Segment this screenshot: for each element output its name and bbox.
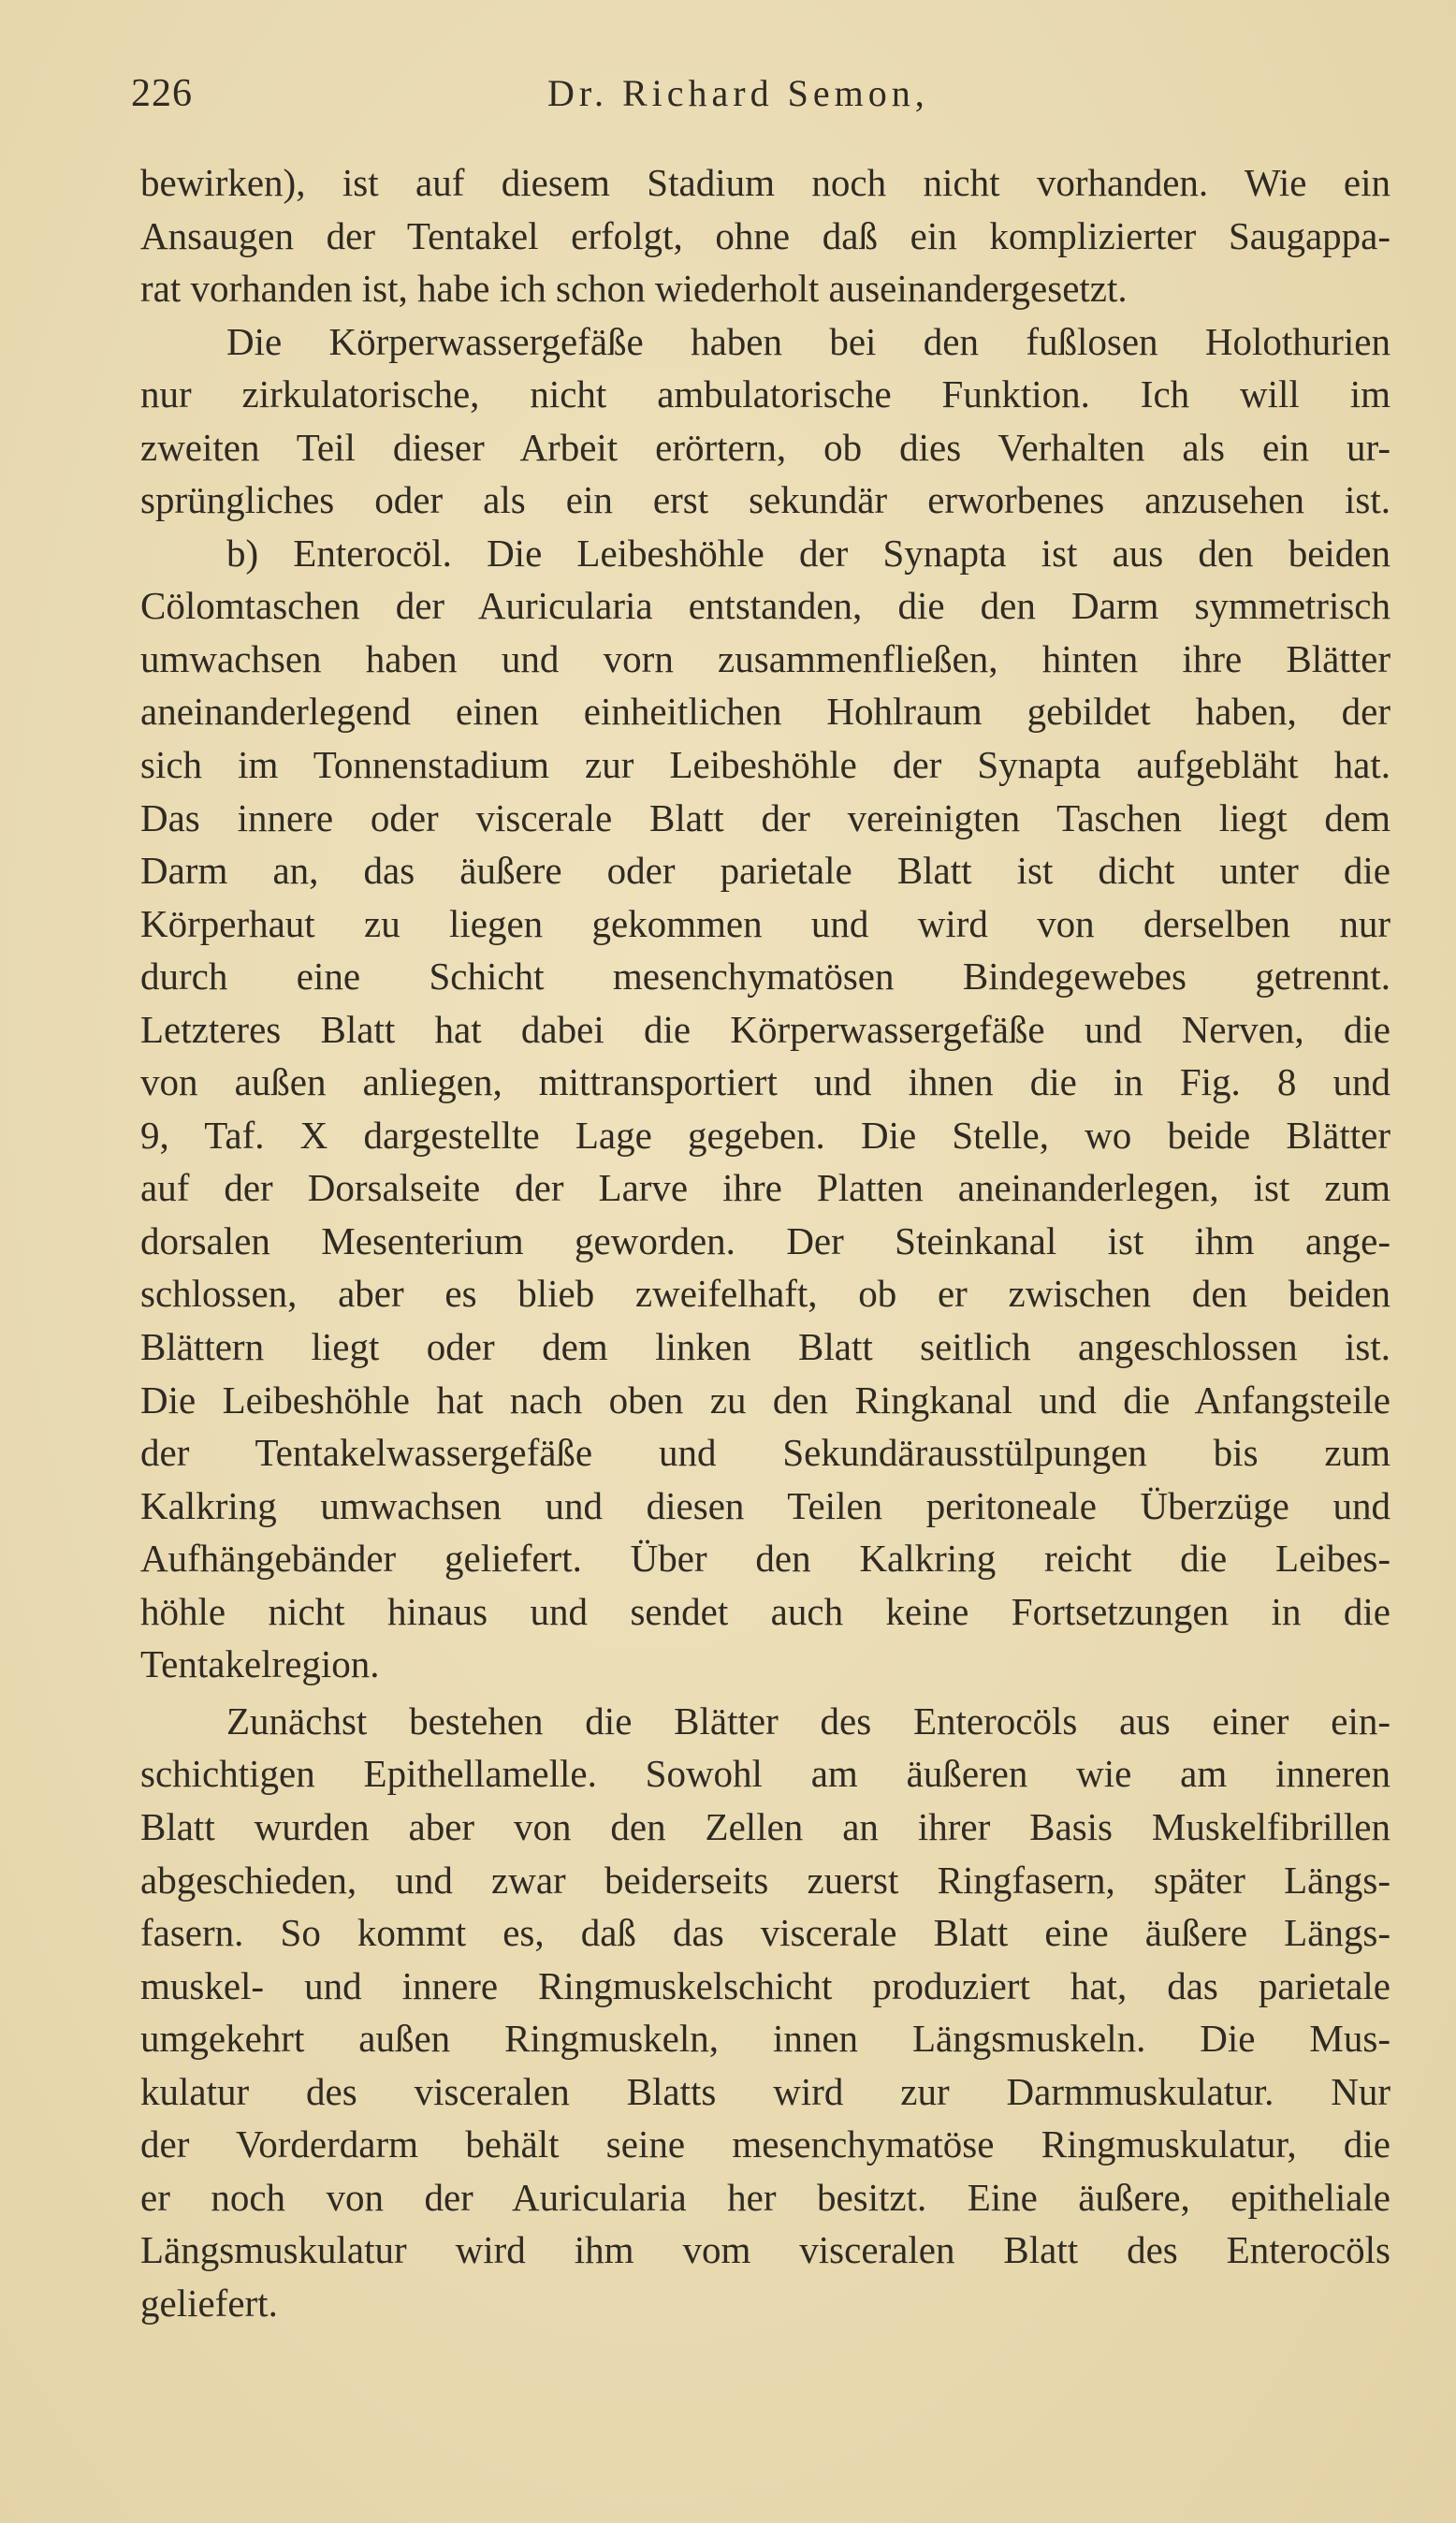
text-line: er noch von der Auricularia her besitzt. Eine äußere, epitheliale [140, 2175, 1390, 2219]
text-line: von außen anliegen, mittransportiert und ihnen die in Fig. 8 und [140, 1060, 1390, 1104]
text-line: kulatur des visceralen Blatts wird zur Darmmuskulatur. Nur [140, 2069, 1390, 2113]
text-line: schichtigen Epithellamelle. Sowohl am äußeren wie am inneren [140, 1752, 1390, 1796]
text-line: Längsmuskulatur wird ihm vom visceralen Blatt des Enterocöls [140, 2228, 1390, 2272]
text-line: Tentakelregion. [140, 1642, 380, 1686]
text-line: Blatt wurden aber von den Zellen an ihrer Basis Muskelfibrillen [140, 1804, 1390, 1848]
text-line: 9, Taf. X dargestellte Lage gegeben. Die Stelle, wo beide Blätter [140, 1113, 1390, 1157]
text-line: der Tentakelwassergefäße und Sekundärausstülpungen bis zum [140, 1431, 1390, 1475]
text-line: Das innere oder viscerale Blatt der vereinigten Taschen liegt dem [140, 795, 1390, 839]
text-line: auf der Dorsalseite der Larve ihre Platten aneinanderlegen, ist zum [140, 1166, 1390, 1210]
text-line: schlossen, aber es blieb zweifelhaft, ob er zwischen den beiden [140, 1272, 1390, 1316]
text-line: der Vorderdarm behält seine mesenchymatöse Ringmuskulatur, die [140, 2122, 1390, 2166]
text-line: Die Körperwassergefäße haben bei den fußlosen Holothurien [226, 319, 1390, 363]
text-line: bewirken), ist auf diesem Stadium noch nicht vorhanden. Wie ein [140, 161, 1390, 204]
text-line: Aufhängebänder geliefert. Über den Kalkring reicht die Leibes- [140, 1537, 1390, 1581]
page-number: 226 [131, 72, 193, 115]
text-line: sich im Tonnenstadium zur Leibeshöhle der Synapta aufgebläht hat. [140, 743, 1390, 787]
text-line: Körperhaut zu liegen gekommen und wird von derselben nur [140, 901, 1390, 945]
text-line: aneinanderlegend einen einheitlichen Hohlraum gebildet haben, der [140, 690, 1390, 734]
text-line: durch eine Schicht mesenchymatösen Bindegewebes getrennt. [140, 955, 1390, 999]
text-line: Zunächst bestehen die Blätter des Enterocöls aus einer ein- [226, 1699, 1390, 1743]
text-line: Ansaugen der Tentakel erfolgt, ohne daß ein komplizierter Saugappa- [140, 213, 1390, 257]
text-line: Blättern liegt oder dem linken Blatt seitlich angeschlossen ist. [140, 1325, 1390, 1369]
text-line: zweiten Teil dieser Arbeit erörtern, ob dies Verhalten als ein ur- [140, 425, 1390, 469]
text-line: sprüngliches oder als ein erst sekundär erworbenes anzusehen ist. [140, 478, 1390, 522]
text-line: Cölomtaschen der Auricularia entstanden, die den Darm symmetrisch [140, 584, 1390, 628]
text-line: muskel- und innere Ringmuskelschicht produziert hat, das parietale [140, 1963, 1390, 2007]
text-line: abgeschieden, und zwar beiderseits zuerst Ringfasern, später Längs- [140, 1858, 1390, 1902]
body-text [140, 156, 1390, 2329]
text-line: umwachsen haben und vorn zusammenfließen, hinten ihre Blätter [140, 636, 1390, 680]
text-line: höhle nicht hinaus und sendet auch keine Fortsetzungen in die [140, 1589, 1390, 1633]
text-line: Kalkring umwachsen und diesen Teilen peritoneale Überzüge und [140, 1483, 1390, 1527]
text-line: b) Enterocöl. Die Leibeshöhle der Synapta ist aus den beiden [226, 531, 1390, 575]
text-line: Darm an, das äußere oder parietale Blatt ist dicht unter die [140, 849, 1390, 893]
text-line: Die Leibeshöhle hat nach oben zu den Ringkanal und die Anfangsteile [140, 1378, 1390, 1422]
running-head: Dr. Richard Semon, [547, 72, 929, 114]
text-line: rat vorhanden ist, habe ich schon wiederholt auseinandergesetzt. [140, 267, 1128, 311]
text-line: dorsalen Mesenterium geworden. Der Steinkanal ist ihm ange- [140, 1218, 1390, 1262]
text-line: nur zirkulatorische, nicht ambulatorische Funktion. Ich will im [140, 372, 1390, 416]
text-line: fasern. So kommt es, daß das viscerale Blatt eine äußere Längs- [140, 1911, 1390, 1955]
text-line: Letzteres Blatt hat dabei die Körperwassergefäße und Nerven, die [140, 1007, 1390, 1051]
text-line: geliefert. [140, 2281, 278, 2325]
page-header [131, 71, 1385, 124]
text-line: umgekehrt außen Ringmuskeln, innen Längsmuskeln. Die Mus- [140, 2017, 1390, 2061]
